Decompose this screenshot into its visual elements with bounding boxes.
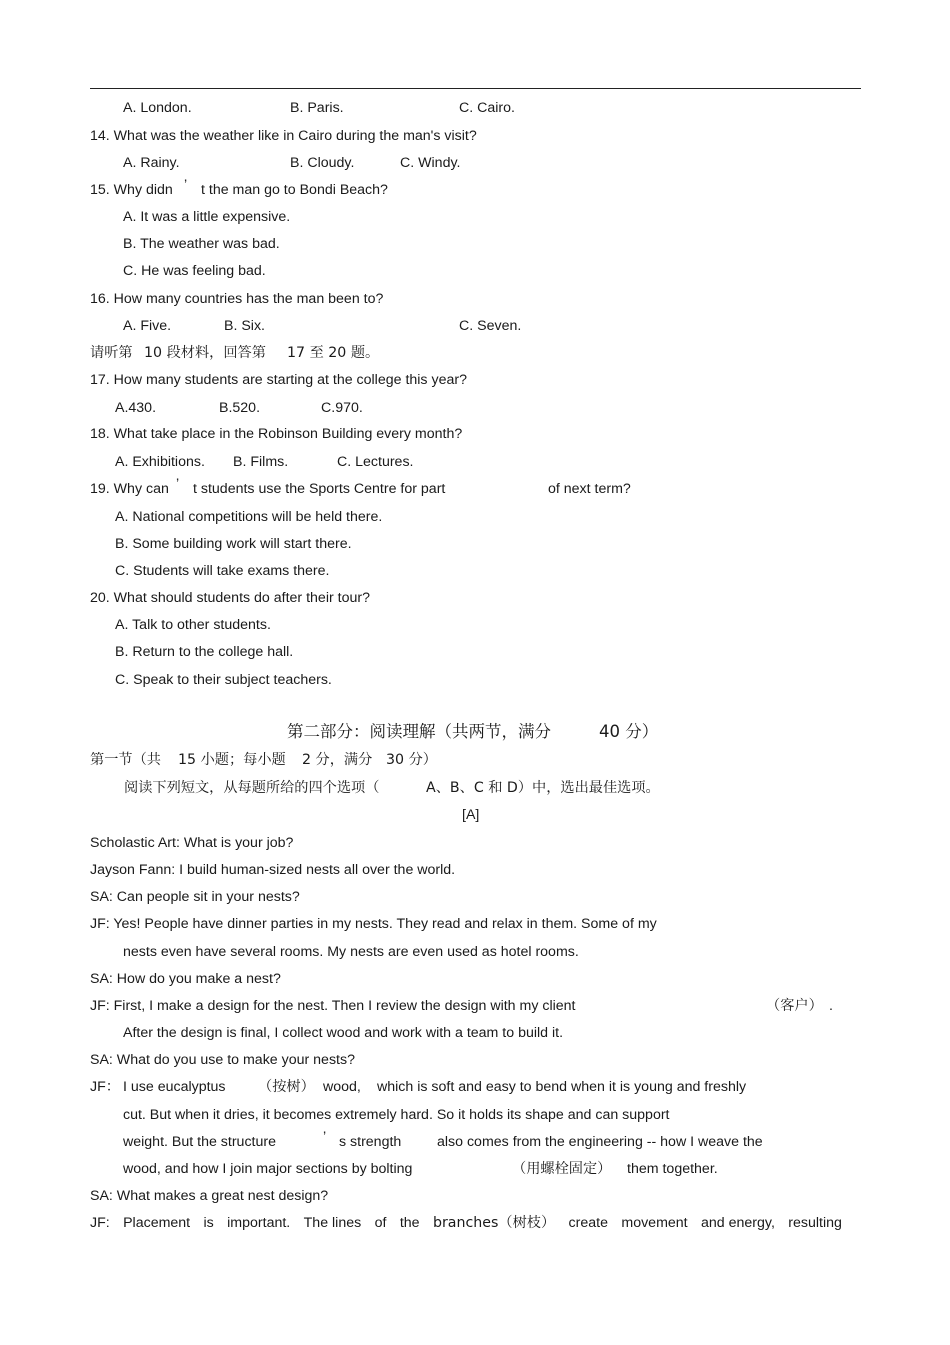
q16-stem: 16. How many countries has the man been to? (90, 291, 384, 307)
q16-option-b: B. Six. (224, 318, 265, 334)
q19-option-b: B. Some building work will start there. (115, 536, 352, 552)
q17-stem: 17. How many students are starting at the college this year? (90, 372, 467, 388)
q19-stem-apostrophe: ’ (176, 476, 180, 492)
q14-option-b: B. Cloudy. (290, 155, 355, 171)
q18-stem: 18. What take place in the Robinson Building every month? (90, 426, 463, 442)
passage-line: wood, and how I join major sections by bolting (123, 1161, 413, 1177)
passage-word: important. (227, 1215, 291, 1231)
q15-stem-start: 15. Why didn (90, 182, 173, 198)
q19-stem-middle: t students use the Sports Centre for part (193, 481, 446, 497)
passage-line: cut. But when it dries, it becomes extremely hard. So it holds its shape and can support (123, 1107, 670, 1123)
q16-option-a: A. Five. (123, 318, 172, 334)
q14-stem: 14. What was the weather like in Cairo during the man's visit? (90, 128, 477, 144)
q18-option-c: C. Lectures. (337, 454, 414, 470)
passage-line: I use eucalyptus (123, 1079, 226, 1095)
q13-option-b: B. Paris. (290, 100, 344, 116)
passage-period: . (829, 998, 833, 1014)
q13-option-c: C. Cairo. (459, 100, 515, 116)
section1-part1: 第一节（共 (90, 752, 161, 768)
q14-option-a: A. Rainy. (123, 155, 180, 171)
q19-option-c: C. Students will take exams there. (115, 563, 330, 579)
passage-word: is (203, 1215, 214, 1231)
q15-option-a: A. It was a little expensive. (123, 209, 291, 225)
passage-line: After the design is final, I collect wood and work with a team to build it. (123, 1025, 564, 1041)
q20-option-a: A. Talk to other students. (115, 617, 271, 633)
passage-line: weight. But the structure (123, 1134, 276, 1150)
passage-line: also comes from the engineering -- how I weave the (437, 1134, 763, 1150)
passage-line: Jayson Fann: I build human-sized nests all over the world. (90, 862, 456, 878)
passage-line: Scholastic Art: What is your job? (90, 835, 294, 851)
part2-title: 第二部分：阅读理解（共两节，满分 (287, 722, 551, 741)
header-rule (90, 88, 861, 89)
directions-part2: A、B、C 和 D）中，选出最佳选项。 (426, 780, 660, 796)
passage-line: JF: First, I make a design for the nest. Then I review the design with my client (90, 998, 576, 1014)
instruction-part3: 17 至 20 题。 (287, 345, 380, 361)
passage-line: SA: What makes a great nest design? (90, 1188, 329, 1204)
directions-part1: 阅读下列短文，从每题所给的四个选项（ (124, 780, 380, 796)
passage-word: and energy, (701, 1215, 775, 1231)
q20-option-c: C. Speak to their subject teachers. (115, 672, 332, 688)
passage-justified-line (90, 1214, 842, 1232)
passage-line: wood, (323, 1079, 361, 1095)
passage-label: [A] (462, 807, 480, 823)
passage-gloss-bolting: （用螺栓固定） (512, 1161, 612, 1177)
part2-score: 40 分） (599, 722, 659, 741)
passage-word: movement (621, 1215, 688, 1231)
passage-speaker: JF： (90, 1079, 120, 1095)
q13-option-a: A. London. (123, 100, 192, 116)
passage-word: create (568, 1215, 608, 1231)
passage-word: the (399, 1215, 420, 1231)
passage-line: nests even have several rooms. My nests are even used as hotel rooms. (123, 944, 579, 960)
q15-stem-end: t the man go to Bondi Beach? (201, 182, 388, 198)
instruction-part2: 10 段材料，回答第 (144, 345, 266, 361)
q17-option-c: C.970. (321, 400, 363, 416)
passage-word: branches（树枝） (432, 1215, 556, 1231)
section1-part2: 15 小题；每小题 (178, 752, 286, 768)
passage-line: s strength (339, 1134, 402, 1150)
q15-option-c: C. He was feeling bad. (123, 263, 266, 279)
passage-line: SA: What do you use to make your nests? (90, 1052, 355, 1068)
q20-stem: 20. What should students do after their tour? (90, 590, 370, 606)
passage-apostrophe: ’ (323, 1129, 327, 1145)
q20-option-b: B. Return to the college hall. (115, 644, 294, 660)
q17-option-a: A.430. (115, 400, 157, 416)
q19-option-a: A. National competitions will be held there. (115, 509, 383, 525)
passage-word: resulting (788, 1215, 842, 1231)
q18-option-a: A. Exhibitions. (115, 454, 205, 470)
passage-line: them together. (627, 1161, 718, 1177)
q18-option-b: B. Films. (233, 454, 289, 470)
passage-line: which is soft and easy to bend when it is young and freshly (377, 1079, 747, 1095)
section1-part4: 30 分） (386, 752, 437, 768)
q14-option-c: C. Windy. (400, 155, 461, 171)
q19-stem-start: 19. Why can (90, 481, 169, 497)
q17-option-b: B.520. (219, 400, 261, 416)
passage-word: The lines (303, 1215, 362, 1231)
passage-gloss-client: （客户） (766, 998, 823, 1014)
section1-part3: 2 分，满分 (302, 752, 373, 768)
q19-stem-end: of next term? (548, 481, 631, 497)
passage-line: SA: How do you make a nest? (90, 971, 281, 987)
passage-line: SA: Can people sit in your nests? (90, 889, 300, 905)
q15-stem-apostrophe: ’ (184, 177, 188, 193)
passage-gloss-eucalyptus: （按树） (258, 1079, 315, 1095)
instruction-part1: 请听第 (90, 345, 133, 361)
q16-option-c: C. Seven. (459, 318, 522, 334)
q15-option-b: B. The weather was bad. (123, 236, 280, 252)
passage-word: Placement (123, 1215, 191, 1231)
passage-word: JF: (90, 1215, 110, 1231)
passage-line: JF: Yes! People have dinner parties in my nests. They read and relax in them. Some of my (90, 916, 657, 932)
passage-word: of (374, 1215, 387, 1231)
